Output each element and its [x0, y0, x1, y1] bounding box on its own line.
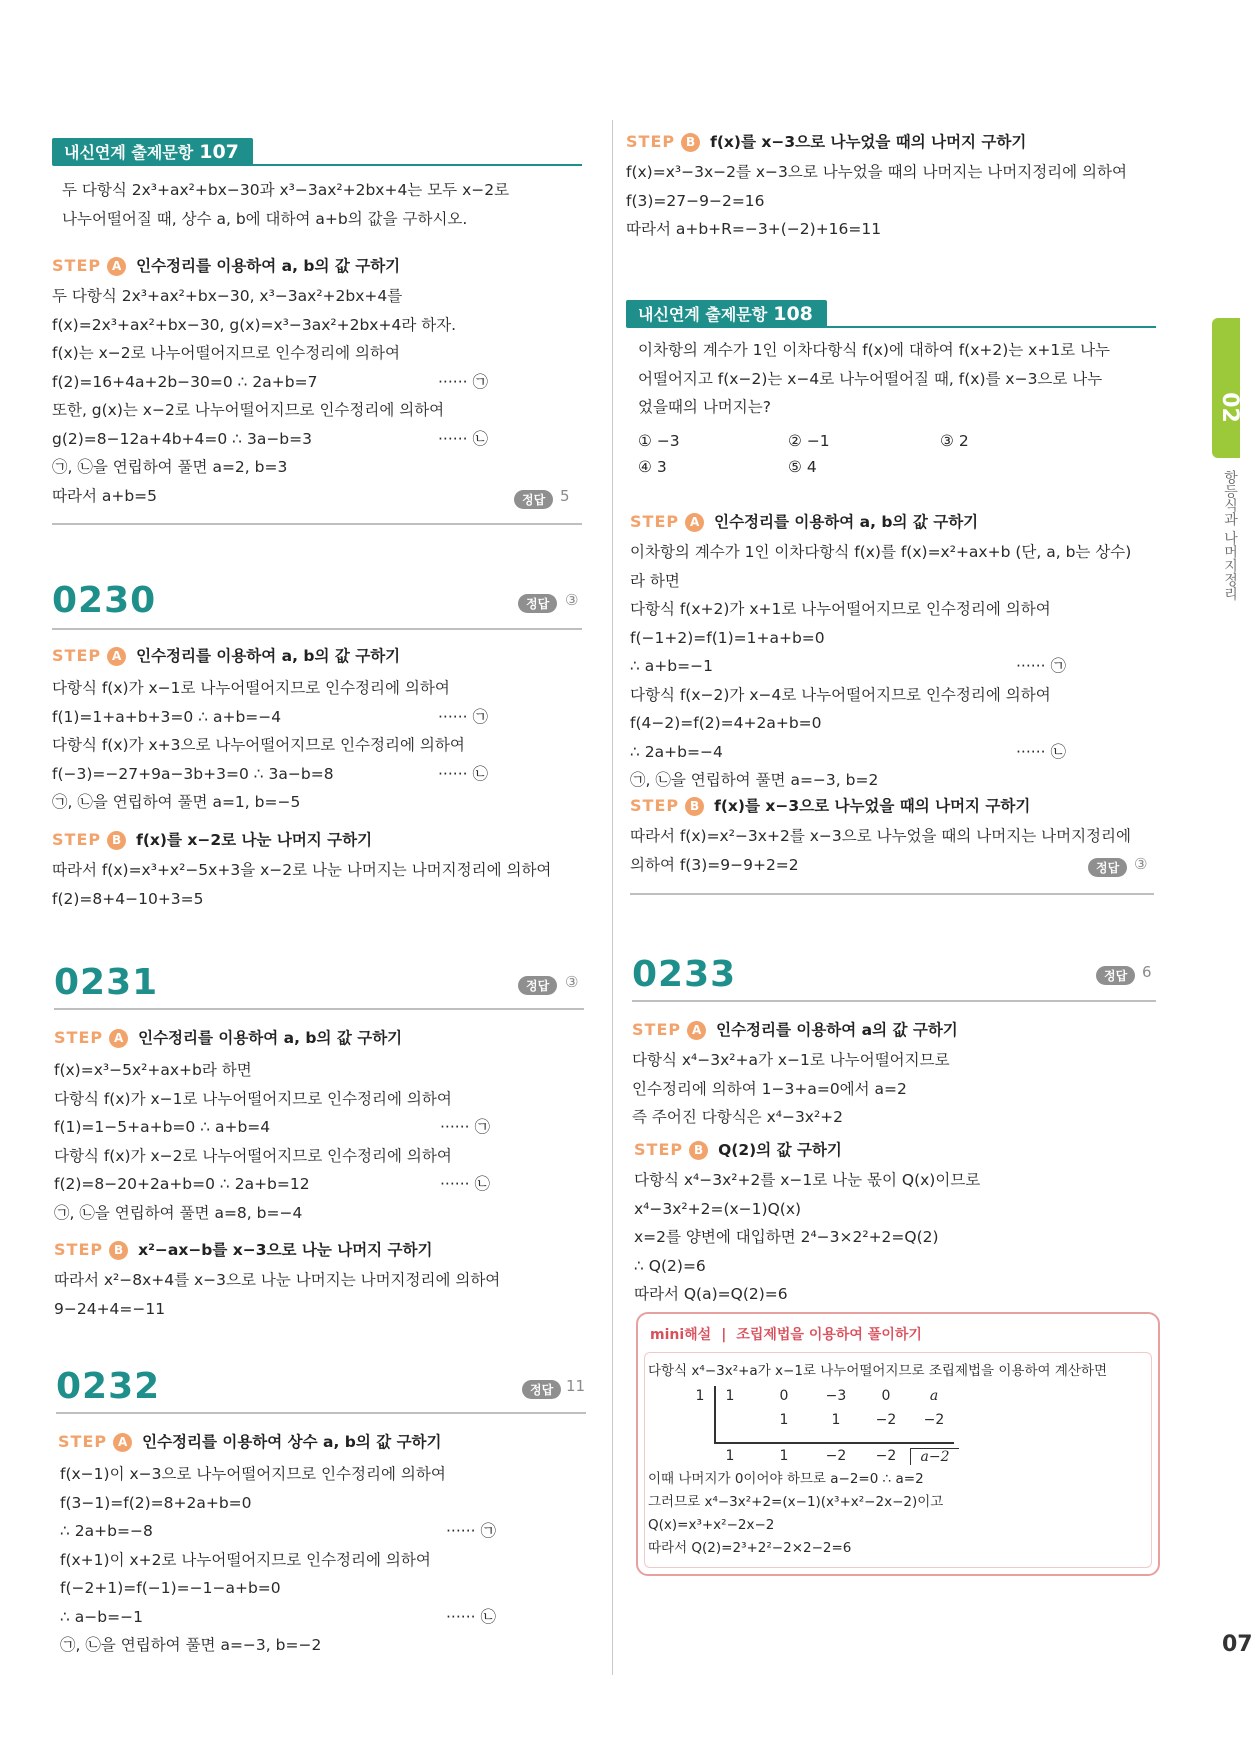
text-line	[60, 1546, 592, 1575]
step-0231-a	[54, 1024, 402, 1053]
text-line	[634, 1252, 1166, 1281]
step-heading	[54, 1024, 402, 1053]
problem-number-0231: 0231	[54, 962, 159, 1003]
step-badge: A	[107, 257, 126, 276]
synth-r1-2: −3	[825, 1388, 847, 1404]
mini-line: 이때 나머지가 0이어야 하므로 a−2=0 ∴ a=2	[648, 1471, 924, 1487]
text-line	[632, 1046, 1164, 1075]
banner-107-label	[52, 138, 253, 166]
line-text: f(3−1)=f(2)=8+2a+b=0	[60, 1493, 252, 1512]
line-text: ∴ Q(2)=6	[634, 1256, 706, 1275]
step-0233-b	[634, 1136, 842, 1165]
text-line	[630, 822, 1162, 851]
step-label: STEP	[54, 1240, 104, 1259]
solution-107	[52, 282, 584, 510]
line-text: 어떨어지고 f(x−2)는 x−4로 나누어떨어질 때, f(x)를 x−3으로 나누	[638, 369, 1103, 388]
synth-r1-0: 1	[725, 1388, 735, 1404]
synth-r3-2: −2	[825, 1448, 847, 1464]
text-line	[626, 187, 1158, 216]
line-text: f(2)=8+4−10+3=5	[52, 889, 204, 908]
text-line	[52, 703, 584, 732]
step-title: 인수정리를 이용하여 a, b의 값 구하기	[136, 257, 401, 275]
step-badge: B	[685, 797, 704, 816]
line-text: 또한, g(x)는 x−2로 나누어떨어지므로 인수정리에 의하여	[52, 401, 445, 419]
step-heading	[58, 1428, 441, 1457]
text-line	[54, 1085, 586, 1114]
step-title: Q(2)의 값 구하기	[718, 1141, 842, 1159]
text-line	[634, 1280, 1166, 1309]
synth-r3-0: 1	[725, 1448, 735, 1464]
choice-5[interactable]: ⑤ 4	[788, 458, 817, 476]
synth-r3-1: 1	[779, 1448, 789, 1464]
equation-tag: ······ ㉡	[1016, 742, 1066, 761]
text-line	[62, 176, 509, 205]
problem-number-0233: 0233	[632, 954, 737, 995]
step-108-a	[630, 508, 978, 537]
mini-tag: mini해설	[650, 1327, 712, 1343]
text-line	[630, 624, 1162, 653]
text-line	[54, 1295, 586, 1324]
solution-0230-b	[52, 856, 584, 913]
problem-rule	[52, 628, 582, 630]
text-line	[62, 205, 509, 234]
line-text: f(4−2)=f(2)=4+2a+b=0	[630, 714, 822, 732]
text-line	[638, 365, 1110, 394]
step-108-b	[630, 792, 1030, 821]
choice-2[interactable]: ② −1	[788, 432, 830, 450]
line-text: 따라서 a+b+R=−3+(−2)+16=11	[626, 220, 882, 238]
text-line	[52, 482, 584, 511]
line-text: ㉠, ㉡을 연립하여 풀면 a=8, b=−4	[54, 1203, 303, 1222]
equation-tag: ······ ㉠	[1016, 657, 1066, 675]
answer-value: 5	[560, 487, 570, 505]
step-heading	[52, 826, 372, 855]
mini-line: Q(x)=x³+x²−2x−2	[648, 1517, 775, 1533]
equation-tag: ······ ㉡	[446, 1607, 496, 1626]
line-text: ∴ 2a+b=−4	[630, 742, 723, 761]
line-text: 다항식 f(x)가 x−1로 나누어떨어지므로 인수정리에 의하여	[52, 679, 450, 697]
chapter-tab	[1212, 318, 1240, 458]
equation-tag: ······ ㉡	[440, 1175, 490, 1193]
step-title: 인수정리를 이용하여 a의 값 구하기	[716, 1021, 958, 1039]
text-line	[638, 393, 1110, 422]
line-text: 의하여 f(3)=9−9+2=2	[630, 855, 799, 874]
line-text: 9−24+4=−11	[54, 1299, 166, 1318]
line-text: f(x−1)이 x−3으로 나누어떨어지므로 인수정리에 의하여	[60, 1465, 446, 1483]
line-text: x=2를 양변에 대입하면 2⁴−3×2²+2=Q(2)	[634, 1228, 939, 1246]
synth-r1-1: 0	[779, 1388, 789, 1404]
line-text: 따라서 f(x)=x³+x²−5x+3을 x−2로 나눈 나머지는 나머지정리에 의하여	[52, 861, 552, 879]
step-label: STEP	[634, 1140, 684, 1159]
line-text: f(x)=2x³+ax²+bx−30, g(x)=x³−3ax²+2bx+4라 하자.	[52, 315, 457, 334]
solution-108-b	[630, 822, 1162, 879]
chapter-tab-text: 항등식과 나머지정리	[1222, 470, 1238, 601]
step-0230-a	[52, 642, 400, 671]
text-line	[54, 1170, 586, 1199]
choice-1[interactable]: ① −3	[638, 432, 680, 450]
banner-107-number: 107	[199, 141, 239, 163]
text-line	[52, 453, 584, 482]
solution-0232-a	[60, 1460, 592, 1660]
line-text: 다항식 f(x−2)가 x−4로 나누어떨어지므로 인수정리에 의하여	[630, 685, 1051, 704]
line-text: 두 다항식 2x³+ax²+bx−30과 x³−3ax²+2bx+4는 모두 x−2로	[62, 181, 510, 199]
synth-r1-3: 0	[881, 1388, 891, 1404]
answer-pill: 정답	[514, 490, 553, 509]
text-line	[638, 336, 1110, 365]
step-heading	[52, 252, 400, 281]
step-title: 인수정리를 이용하여 a, b의 값 구하기	[136, 647, 401, 665]
equation-tag: ······ ㉠	[440, 1118, 490, 1136]
synth-r1-4: a	[929, 1388, 939, 1404]
step-heading	[630, 792, 1030, 821]
separator	[630, 893, 1154, 895]
line-text: 다항식 x⁴−3x²+a가 x−1로 나누어떨어지므로	[632, 1051, 950, 1069]
text-line	[630, 681, 1162, 710]
line-text: 다항식 f(x+2)가 x+1로 나누어떨어지므로 인수정리에 의하여	[630, 600, 1051, 618]
text-line	[60, 1631, 592, 1660]
step-title: f(x)를 x−3으로 나누었을 때의 나머지 구하기	[710, 133, 1027, 151]
equation-tag: ······ ㉠	[438, 707, 488, 726]
answer-value: ③	[565, 591, 579, 609]
banner-108-label	[626, 300, 827, 328]
line-text: 다항식 f(x)가 x−2로 나누어떨어지므로 인수정리에 의하여	[54, 1146, 452, 1165]
text-line	[52, 368, 584, 397]
step-label: STEP	[632, 1020, 682, 1039]
line-text: f(x+1)이 x+2로 나누어떨어지므로 인수정리에 의하여	[60, 1550, 431, 1569]
problem-rule	[632, 1000, 1156, 1002]
answer-value: ③	[565, 973, 579, 991]
line-text: f(x)=x³−5x²+ax+b라 하면	[54, 1061, 252, 1079]
text-line	[60, 1603, 592, 1632]
step-heading	[54, 1236, 432, 1265]
step-badge: B	[681, 133, 700, 152]
step-label: STEP	[54, 1028, 104, 1047]
step-label: STEP	[630, 796, 680, 815]
line-text: ㉠, ㉡을 연립하여 풀면 a=−3, b=2	[630, 771, 879, 789]
synth-r3-3: −2	[875, 1448, 897, 1464]
text-line	[52, 311, 584, 340]
line-text: f(1)=1+a+b+3=0 ∴ a+b=−4	[52, 707, 282, 726]
step-label: STEP	[58, 1432, 108, 1451]
text-line	[630, 738, 1162, 767]
banner-108-rule	[826, 326, 1156, 328]
line-text: ㉠, ㉡을 연립하여 풀면 a=1, b=−5	[52, 793, 301, 811]
solution-0231-b	[54, 1266, 586, 1323]
line-text: ㉠, ㉡을 연립하여 풀면 a=−3, b=−2	[60, 1636, 322, 1654]
line-text: f(2)=8−20+2a+b=0 ∴ 2a+b=12	[54, 1175, 310, 1193]
answer-value: 6	[1142, 963, 1152, 981]
text-line	[634, 1195, 1166, 1224]
text-line	[54, 1113, 586, 1142]
step-badge: A	[107, 647, 126, 666]
line-text: 라 하면	[630, 571, 680, 590]
line-text: ㉠, ㉡을 연립하여 풀면 a=2, b=3	[52, 458, 288, 476]
line-text: 이차항의 계수가 1인 이차다항식 f(x)를 f(x)=x²+ax+b (단, a, b는 상수)	[630, 543, 1132, 561]
text-line	[630, 851, 1162, 880]
text-line	[60, 1460, 592, 1489]
text-line	[630, 652, 1162, 681]
line-text: f(x)는 x−2로 나누어떨어지므로 인수정리에 의하여	[52, 344, 400, 362]
step-badge: A	[113, 1433, 132, 1452]
line-text: 나누어떨어질 때, 상수 a, b에 대하여 a+b의 값을 구하시오.	[62, 209, 468, 228]
line-text: f(x)=x³−3x−2를 x−3으로 나누었을 때의 나머지는 나머지정리에 의하여	[626, 163, 1127, 181]
answer-value: 11	[566, 1377, 586, 1395]
line-text: 다항식 f(x)가 x+3으로 나누어떨어지므로 인수정리에 의하여	[52, 736, 465, 754]
mini-title: 조립제법을 이용하여 풀이하기	[736, 1327, 922, 1343]
column-divider	[612, 120, 613, 1675]
line-text: f(2)=16+4a+2b−30=0 ∴ 2a+b=7	[52, 372, 318, 391]
step-label: STEP	[52, 646, 102, 665]
answer-pill: 정답	[522, 1380, 561, 1399]
line-text: ∴ a+b=−1	[630, 657, 713, 675]
step-heading	[626, 128, 1026, 157]
step-title: 인수정리를 이용하여 상수 a, b의 값 구하기	[142, 1433, 442, 1451]
text-line	[52, 885, 584, 914]
line-text: 다항식 f(x)가 x−1로 나누어떨어지므로 인수정리에 의하여	[54, 1089, 452, 1108]
step-107-b	[626, 128, 1026, 157]
equation-tag: ······ ㉡	[438, 764, 488, 783]
equation-tag: ······ ㉠	[446, 1522, 496, 1540]
banner-108-text: 내신연계 출제문항	[638, 305, 768, 324]
banner-107-rule	[242, 164, 582, 166]
line-text: f(−3)=−27+9a−3b+3=0 ∴ 3a−b=8	[52, 764, 334, 783]
line-text: f(−1+2)=f(1)=1+a+b=0	[630, 628, 825, 647]
mini-bar: |	[721, 1327, 727, 1343]
text-line	[626, 158, 1158, 187]
banner-108-number: 108	[773, 303, 813, 325]
step-badge: B	[689, 1141, 708, 1160]
step-title: 인수정리를 이용하여 a, b의 값 구하기	[714, 513, 979, 531]
step-0233-a	[632, 1016, 958, 1045]
line-text: 즉 주어진 다항식은 x⁴−3x²+2	[632, 1108, 844, 1126]
banner-107	[52, 138, 582, 168]
banner-107-text: 내신연계 출제문항	[64, 143, 194, 162]
text-line	[52, 425, 584, 454]
synth-r2-2: −2	[875, 1412, 897, 1428]
step-title: f(x)를 x−2로 나눈 나머지 구하기	[136, 831, 373, 849]
choice-4[interactable]: ④ 3	[638, 458, 667, 476]
synth-r2-3: −2	[923, 1412, 945, 1428]
step-label: STEP	[630, 512, 680, 531]
text-line	[634, 1223, 1166, 1252]
answer-value: ③	[1134, 855, 1148, 873]
text-line	[54, 1266, 586, 1295]
text-line	[52, 731, 584, 760]
line-text: f(−2+1)=f(−1)=−1−a+b=0	[60, 1579, 281, 1597]
text-line	[630, 595, 1162, 624]
synth-r2-1: 1	[831, 1412, 841, 1428]
mini-intro: 다항식 x⁴−3x²+a가 x−1로 나누어떨어지므로 조립제법을 이용하여 계산하면	[648, 1363, 1107, 1379]
text-line	[60, 1574, 592, 1603]
line-text: 따라서 Q(a)=Q(2)=6	[634, 1285, 788, 1303]
problem-rule	[54, 1008, 584, 1010]
step-title: x²−ax−b를 x−3으로 나눈 나머지 구하기	[138, 1241, 433, 1259]
equation-tag: ······ ㉡	[438, 429, 488, 448]
text-line	[54, 1199, 586, 1228]
step-107-a	[52, 252, 400, 281]
line-text: ∴ 2a+b=−8	[60, 1522, 153, 1540]
step-0232-a	[58, 1428, 441, 1457]
synth-hbar	[714, 1442, 954, 1444]
solution-0233-a	[632, 1046, 1164, 1132]
text-line	[630, 709, 1162, 738]
text-line	[54, 1142, 586, 1171]
line-text: 다항식 x⁴−3x²+2를 x−1로 나눈 몫이 Q(x)이므로	[634, 1171, 981, 1189]
problem-number-0232: 0232	[56, 1366, 161, 1407]
page-number: 07	[1222, 1632, 1253, 1657]
choices-108	[638, 432, 1138, 482]
step-0230-b	[52, 826, 372, 855]
step-title: f(x)를 x−3으로 나누었을 때의 나머지 구하기	[714, 797, 1031, 815]
text-line	[60, 1517, 592, 1546]
line-text: 두 다항식 2x³+ax²+bx−30, x³−3ax²+2bx+4를	[52, 287, 403, 305]
answer-pill: 정답	[1088, 858, 1127, 877]
equation-tag: ······ ㉠	[438, 372, 488, 391]
problem-rule	[56, 1412, 586, 1414]
step-label: STEP	[52, 830, 102, 849]
step-badge: B	[107, 831, 126, 850]
line-text: 따라서 f(x)=x²−3x+2를 x−3으로 나누었을 때의 나머지는 나머지정리에	[630, 827, 1131, 845]
question-107	[62, 176, 509, 233]
text-line	[632, 1103, 1164, 1132]
step-heading	[52, 642, 400, 671]
step-label: STEP	[52, 256, 102, 275]
text-line	[634, 1166, 1166, 1195]
line-text: 었을때의 나머지는?	[638, 398, 771, 416]
text-line	[52, 788, 584, 817]
separator	[52, 523, 582, 525]
step-heading	[630, 508, 978, 537]
line-text: 따라서 a+b=5	[52, 486, 158, 505]
problem-number-0230: 0230	[52, 580, 157, 621]
text-line	[52, 760, 584, 789]
step-badge: A	[109, 1029, 128, 1048]
line-text: f(1)=1−5+a+b=0 ∴ a+b=4	[54, 1118, 271, 1136]
synth-divisor: 1	[695, 1388, 705, 1404]
choice-3[interactable]: ③ 2	[940, 432, 969, 450]
line-text: f(3)=27−9−2=16	[626, 191, 765, 210]
mini-line: 따라서 Q(2)=2³+2²−2×2−2=6	[648, 1540, 852, 1556]
synth-r2-0: 1	[779, 1412, 789, 1428]
question-108	[638, 336, 1110, 422]
text-line	[626, 215, 1158, 244]
solution-107-b	[626, 158, 1158, 244]
step-badge: B	[109, 1241, 128, 1260]
text-line	[630, 538, 1162, 567]
line-text: g(2)=8−12a+4b+4=0 ∴ 3a−b=3	[52, 429, 312, 448]
text-line	[60, 1489, 592, 1518]
text-line	[52, 339, 584, 368]
text-line	[52, 674, 584, 703]
answer-pill: 정답	[1096, 966, 1135, 985]
step-heading	[632, 1016, 958, 1045]
step-label: STEP	[626, 132, 676, 151]
text-line	[630, 766, 1162, 795]
banner-108	[626, 300, 1156, 330]
line-text: 인수정리에 의하여 1−3+a=0에서 a=2	[632, 1079, 907, 1098]
text-line	[52, 856, 584, 885]
step-badge: A	[687, 1021, 706, 1040]
text-line	[52, 396, 584, 425]
answer-pill: 정답	[518, 594, 557, 613]
text-line	[630, 567, 1162, 596]
text-line	[632, 1075, 1164, 1104]
solution-0230-a	[52, 674, 584, 817]
solution-0231-a	[54, 1056, 586, 1227]
text-line	[52, 282, 584, 311]
text-line	[54, 1056, 586, 1085]
step-0231-b	[54, 1236, 432, 1265]
step-badge: A	[685, 513, 704, 532]
step-title: 인수정리를 이용하여 a, b의 값 구하기	[138, 1029, 403, 1047]
step-heading	[634, 1136, 842, 1165]
line-text: ∴ a−b=−1	[60, 1607, 143, 1626]
mini-lines	[648, 1468, 943, 1560]
line-text: 따라서 x²−8x+4를 x−3으로 나눈 나머지는 나머지정리에 의하여	[54, 1271, 501, 1289]
line-text: 이차항의 계수가 1인 이차다항식 f(x)에 대하여 f(x+2)는 x+1로 나누	[638, 341, 1111, 359]
answer-pill: 정답	[518, 976, 557, 995]
mini-line: 그러므로 x⁴−3x²+2=(x−1)(x³+x²−2x−2)이고	[648, 1494, 944, 1510]
synth-remainder: a−2	[910, 1448, 959, 1465]
chapter-tab-number: 02	[1216, 392, 1242, 423]
solution-0233-b	[634, 1166, 1166, 1309]
solution-108-a	[630, 538, 1162, 795]
mini-tab	[650, 1324, 922, 1344]
line-text: x⁴−3x²+2=(x−1)Q(x)	[634, 1199, 802, 1218]
